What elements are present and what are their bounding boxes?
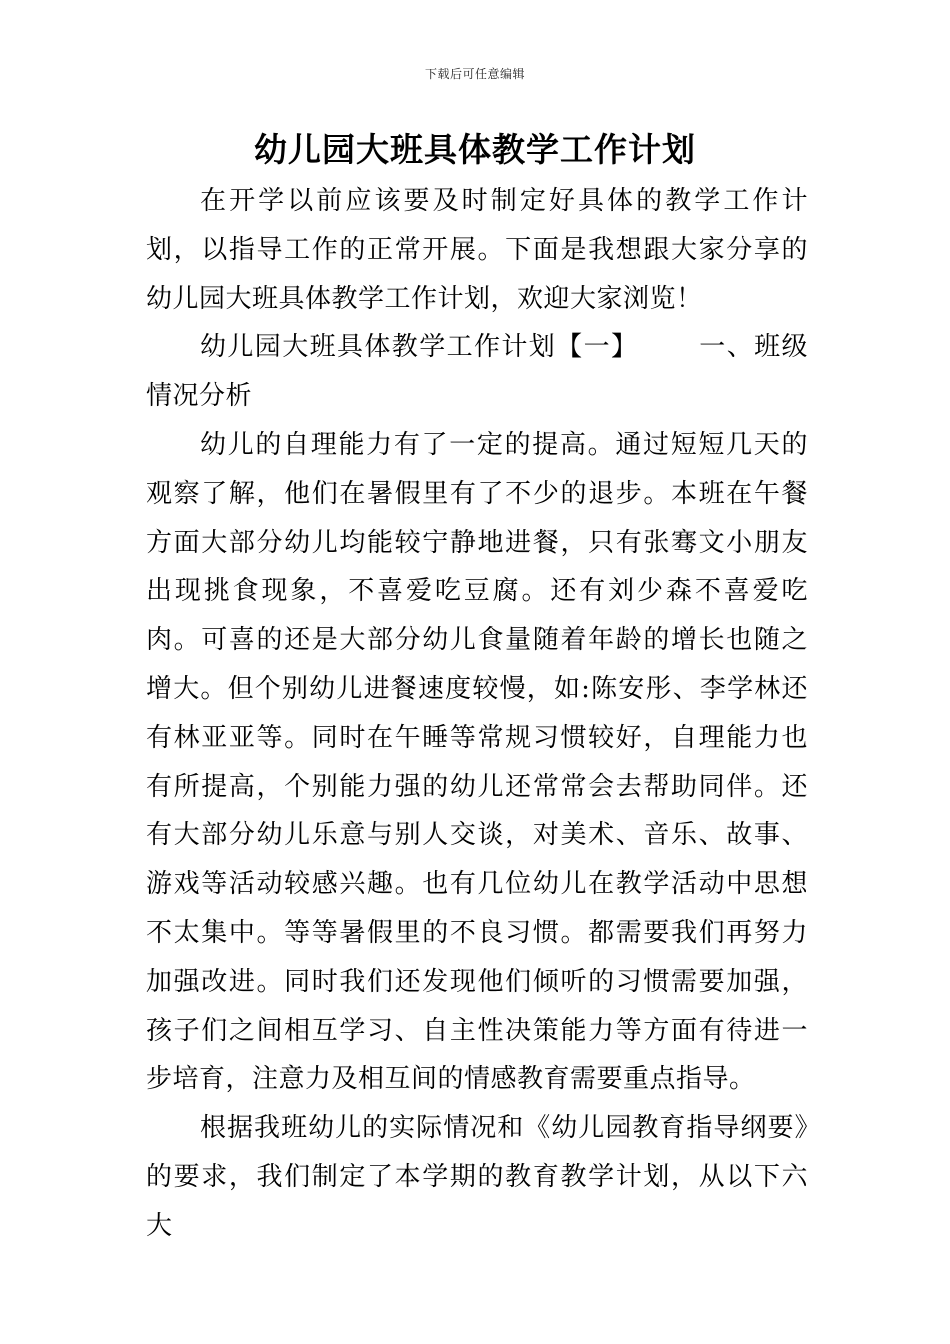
plan-intro-paragraph: 根据我班幼儿的实际情况和《幼儿园教育指导纲要》的要求，我们制定了本学期的教育教学计划，从以下六大 [146, 1113, 808, 1241]
document-body [146, 177, 808, 1251]
section-heading-paragraph [146, 323, 808, 421]
analysis-paragraph: 幼儿的自理能力有了一定的提高。通过短短几天的观察了解，他们在暑假里有了不少的退步。本班在午餐方面大部分幼儿均能较宁静地进餐，只有张骞文小朋友出现挑食现象，不喜爱吃豆腐。还有刘少森不喜爱吃肉。可喜的还是大部分幼儿食量随着年龄的增长也随之增大。但个别幼儿进餐速度较慢，如:陈安彤、李学林还有林亚亚等。同时在午睡等常规习惯较好，自理能力也有所提高，个别能力强的幼儿还常常会去帮助同伴。还有大部分幼儿乐意与别人交谈，对美术、音乐、故事、游戏等活动较感兴趣。也有几位幼儿在教学活动中思想不太集中。等等暑假里的不良习惯。都需要我们再努力加强改进。同时我们还发现他们倾听的习惯需要加强，孩子们之间相互学习、自主性决策能力等方面有待进一步培育，注意力及相互间的情感教育需要重点指导。 [146, 429, 808, 1095]
subsection-heading: 一、班级情况分析 [146, 332, 808, 412]
document-title: 幼儿园大班具体教学工作计划 [254, 130, 696, 169]
section-heading: 幼儿园大班具体教学工作计划【一】 [200, 332, 639, 363]
intro-paragraph: 在开学以前应该要及时制定好具体的教学工作计划，以指导工作的正常开展。下面是我想跟大家分享的幼儿园大班具体教学工作计划，欢迎大家浏览！ [146, 186, 808, 314]
header-note: 下载后可任意编辑 [424, 67, 525, 81]
